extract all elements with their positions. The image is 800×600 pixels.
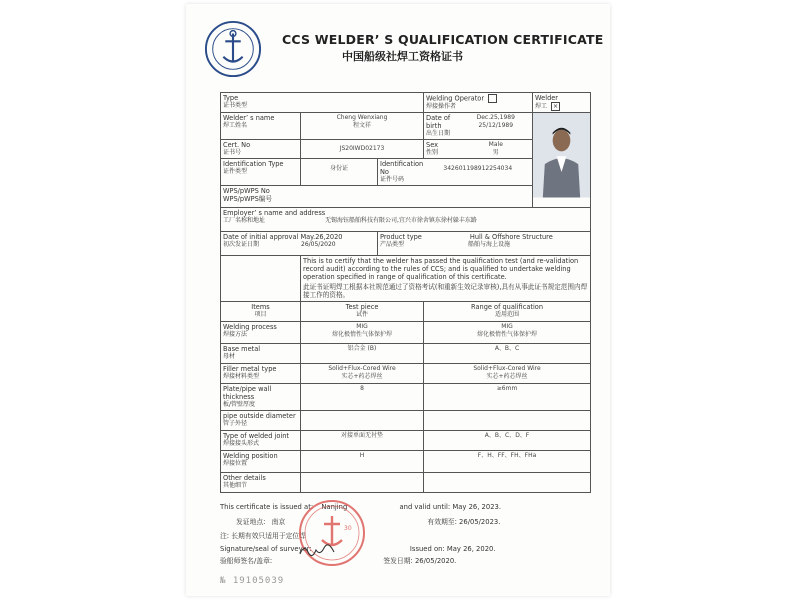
row-label-cell: Type of welded joint 焊接接头形式: [221, 431, 301, 451]
approval-date-zh: 26/05/2020: [301, 241, 336, 248]
statement-blank-cell: [221, 256, 301, 302]
row-range-cell: ≥6mm: [424, 384, 591, 411]
sex-value-cell: [460, 140, 533, 159]
employer-value: 无锡海钰船舶科技有限公司,宜兴市徐舍镇东徐村躲丰东路: [325, 217, 477, 224]
row-label-cell: Other details 其他细节: [221, 473, 301, 493]
issued-on: Issued on: May 26, 2020.: [409, 545, 496, 553]
row-label-cell: Welding process 焊接方法: [221, 322, 301, 344]
qualification-row: [221, 344, 591, 364]
row-test-cell: 对接单面无衬垫: [301, 431, 424, 451]
row-range-cell: [424, 411, 591, 431]
welder-cell: Welder 焊工 ×: [533, 93, 591, 113]
certificate-title-zh: 中国船级社焊工资格证书: [342, 50, 463, 63]
certificate-table: [220, 92, 591, 493]
statement-en: This is to certify that the welder has passed the qualification test (and re-validation record audit) according to the rules of CCS; and is qualified to undertake welding operation specified in range of qualification of this certificate.: [303, 257, 579, 281]
id-type-value: 身份证: [329, 165, 348, 172]
qualification-row: [221, 451, 591, 473]
row-range-cell: MIG 熔化极惰性气体保护焊: [424, 322, 591, 344]
certificate-sheet: [186, 4, 610, 596]
id-no-label-cell: Identification No 证件号码: [378, 159, 424, 186]
qualification-row: [221, 431, 591, 451]
id-no-value-cell: [424, 159, 533, 186]
valid-until-zh: 有效期至: 26/05/2023.: [427, 518, 501, 526]
row-range-cell: A、B、C: [424, 344, 591, 364]
serial-number: № 19105039: [220, 576, 285, 586]
row-range-cell: Solid+Flux-Cored Wire 实芯+药芯焊丝: [424, 364, 591, 384]
qualification-row: [221, 364, 591, 384]
welding-operator-checkbox[interactable]: [488, 94, 497, 103]
dob-zh: 25/12/1989: [478, 122, 514, 129]
cert-no-value: JS20IWD02173: [339, 145, 385, 152]
statement-zh: 此证书证明焊工根据本社规范通过了资格考试(和重新生效记录审核),具有从事此证书规定范围内焊接工作的资格。: [303, 283, 588, 299]
row-range-cell: F、H、FF、FH、FHa: [424, 451, 591, 473]
note-zh: 注: 长期有效只适用于定位焊: [220, 532, 307, 540]
product-cell: Product type Hull & Offshore Structure 产品类型 船舶与海上设施: [378, 232, 591, 256]
row-test-cell: 8: [301, 384, 424, 411]
name-value-cell: [301, 113, 424, 140]
signature-zh-line: 验船师签名/盖章: 签发日期: 26/05/2020.: [220, 557, 457, 565]
approval-cell: Date of initial approval May.26,2020 初次发证日期 26/05/2020: [221, 232, 378, 256]
range-header: Range of qualification 适用范围: [424, 302, 591, 322]
signature-line: Signature/seal of surveyor: Issued on: May 26, 2020.: [220, 545, 496, 553]
row-label-cell: Filler metal type 焊接材料类型: [221, 364, 301, 384]
row-test-cell: [301, 411, 424, 431]
row-test-cell: 铝合金 (B): [301, 344, 424, 364]
employer-cell: Employer’ s name and address 工厂名称和地址 无锡海钰船舶科技有限公司,宜兴市徐舍镇东徐村躲丰东路: [221, 208, 591, 232]
test-piece-header: Test piece 试件: [301, 302, 424, 322]
welder-photo: [533, 113, 590, 198]
sex-zh: 男: [492, 149, 499, 156]
cert-no-label-cell: Cert. No 证书号: [221, 140, 301, 159]
items-header: Items 项目: [221, 302, 301, 322]
wps-cell: WPS/pWPS No WPS/pWPS编号: [221, 186, 533, 208]
id-type-value-cell: [301, 159, 378, 186]
qualification-row: [221, 473, 591, 493]
ccs-logo-icon: [204, 20, 262, 78]
welder-name-zh: 程文祥: [353, 122, 372, 129]
product-value-zh: 船舶与海上设施: [468, 241, 511, 248]
issued-place-zh-line: 发证地点: 南京 有效期至: 26/05/2023.: [236, 518, 501, 526]
product-value-en: Hull & Offshore Structure: [469, 233, 553, 241]
row-test-cell: H: [301, 451, 424, 473]
row-label-cell: pipe outside diameter 管子外径: [221, 411, 301, 431]
valid-until: and valid until: May 26, 2023.: [399, 503, 502, 511]
issued-city: Nanjing: [321, 503, 348, 511]
dob-value-cell: [460, 113, 533, 140]
seal-number: 30: [344, 525, 352, 532]
sex-label-cell: Sex 性别: [424, 140, 460, 159]
row-test-cell: Solid+Flux-Cored Wire 实芯+药芯焊丝: [301, 364, 424, 384]
row-test-cell: [301, 473, 424, 493]
cert-no-value-cell: [301, 140, 424, 159]
name-label-cell: Welder’ s name 焊工姓名: [221, 113, 301, 140]
sex-en: Male: [488, 141, 503, 148]
issued-on-zh: 签发日期: 26/05/2020.: [383, 557, 457, 565]
row-label-cell: Base metal 母材: [221, 344, 301, 364]
qualification-row: [221, 322, 591, 344]
row-range-cell: [424, 473, 591, 493]
row-test-cell: MIG 熔化极惰性气体保护焊: [301, 322, 424, 344]
row-label-cell: Plate/pipe wall thickness 板/管壁厚度: [221, 384, 301, 411]
certificate-title-en: CCS WELDER’ S QUALIFICATION CERTIFICATE: [282, 32, 604, 47]
id-no-value: 342601198912254034: [443, 165, 513, 172]
id-type-label-cell: Identification Type 证件类型: [221, 159, 301, 186]
welder-checkbox[interactable]: ×: [553, 103, 559, 110]
approval-date-en: May.26,2020: [300, 233, 343, 241]
handwritten-signature: [298, 542, 338, 560]
issued-at-line: This certificate is issued at: Nanjing and valid until: May 26, 2023.: [220, 503, 502, 511]
welding-operator-cell: Welding Operator 焊接操作者: [424, 93, 533, 113]
dob-label-cell: Date of birth 出生日期: [424, 113, 460, 140]
dob-en: Dec.25,1989: [476, 114, 515, 121]
welder-name-en: Cheng Wenxiang: [336, 114, 388, 121]
statement-cell: [301, 256, 591, 302]
row-label-cell: Welding position 焊接位置: [221, 451, 301, 473]
type-cell: Type 证书类型: [221, 93, 424, 113]
qualification-row: [221, 384, 591, 411]
photo-cell: [533, 113, 591, 208]
row-range-cell: A、B、C、D、F: [424, 431, 591, 451]
qualification-row: [221, 411, 591, 431]
